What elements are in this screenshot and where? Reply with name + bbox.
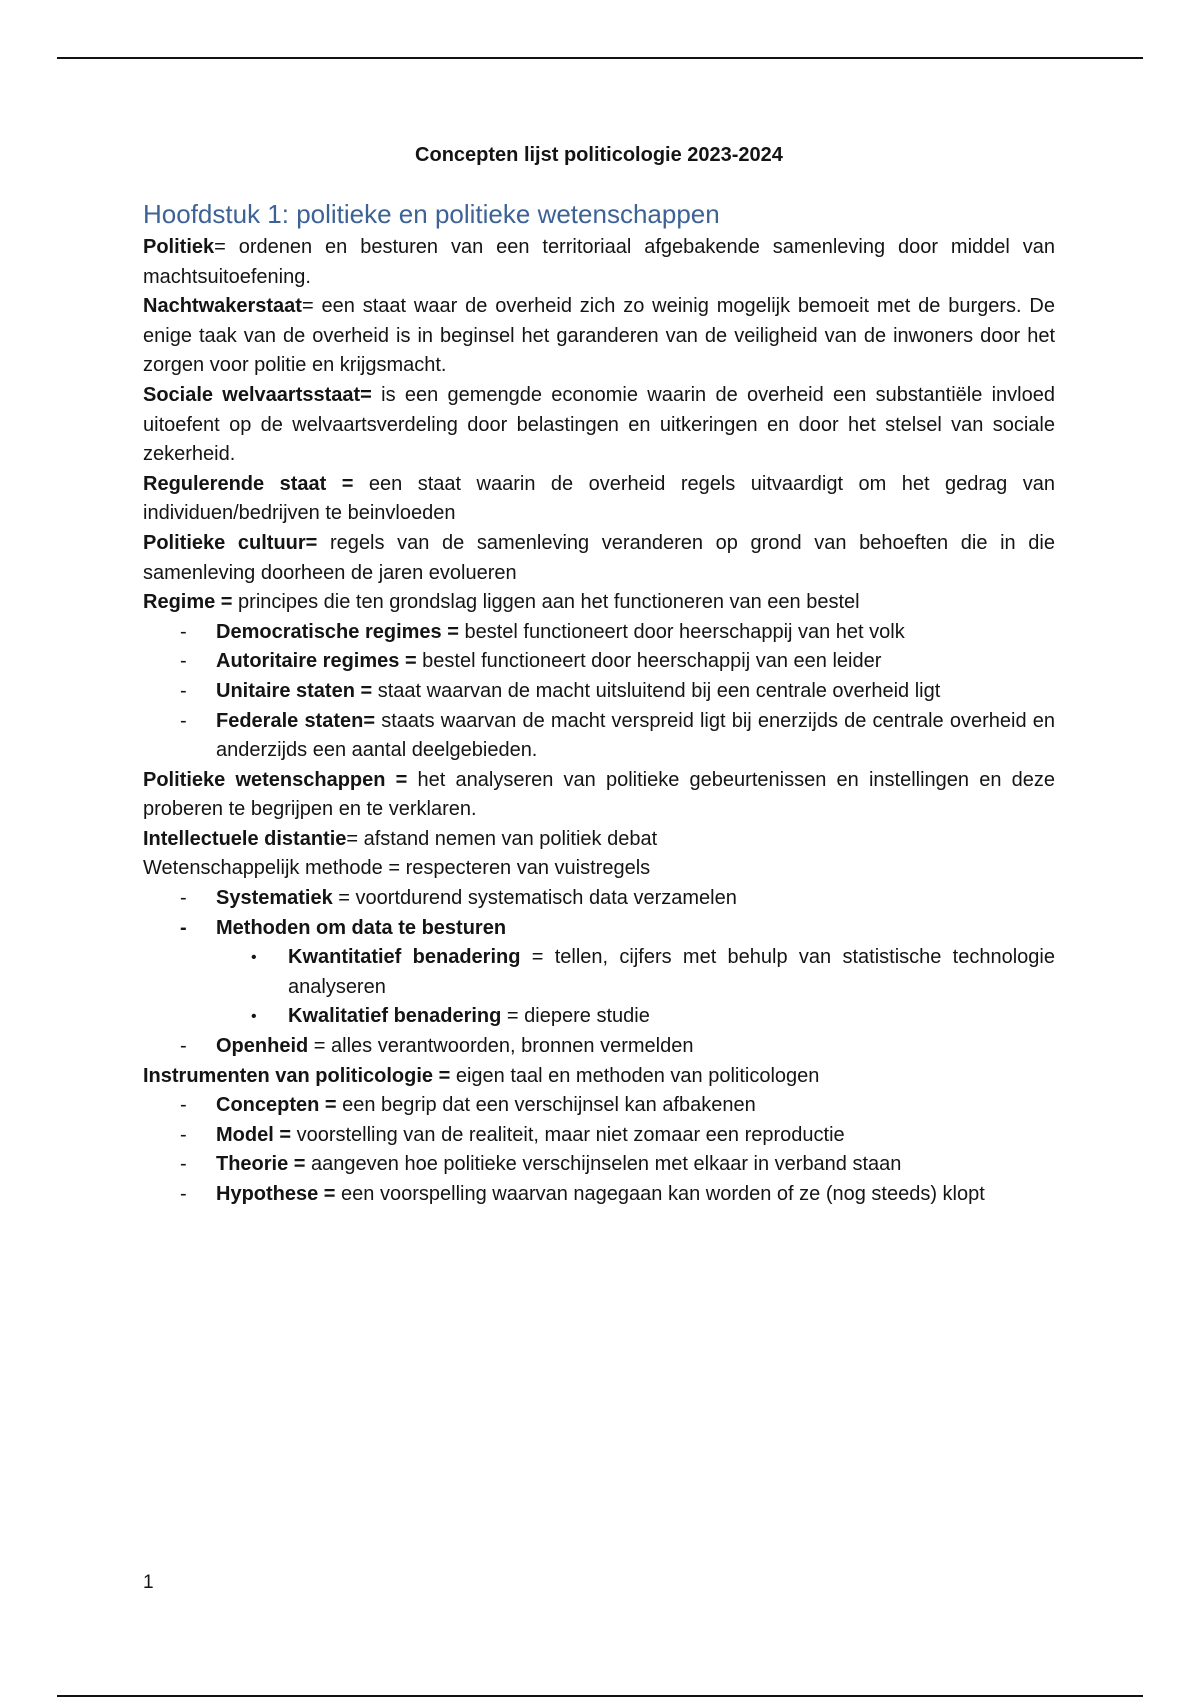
- entry-nachtwakerstaat: [143, 292, 1055, 381]
- term: Kwalitatief benadering: [288, 1005, 502, 1028]
- list-item-federale-staten: [143, 707, 1055, 766]
- list-item-unitaire-staten: [143, 677, 1055, 707]
- list-item-systematiek: [143, 884, 1055, 914]
- document-title: Concepten lijst politicologie 2023-2024: [415, 144, 783, 166]
- term: Sociale welvaartsstaat=: [143, 383, 372, 406]
- term: Systematiek: [216, 887, 333, 910]
- entry-regulerende-staat: [143, 470, 1055, 529]
- term: Openheid: [216, 1035, 309, 1058]
- definition: = afstand nemen van politiek debat: [346, 827, 658, 850]
- dash-marker: -: [180, 1094, 187, 1117]
- definition: is een gemengde economie waarin de overheid een substantiële invloed uitoefent op de welvaartsverdeling door belastingen en uitkeringen en door het stelsel van sociale zekerheid.: [143, 383, 1055, 466]
- definition: bestel functioneert door heerschappij van een leider: [416, 650, 882, 673]
- dash-marker: -: [180, 709, 187, 732]
- definition: = tellen, cijfers met behulp van statistische technologie analyseren: [288, 946, 1055, 998]
- document-page: [143, 140, 1055, 1210]
- dash-marker: -: [180, 1123, 187, 1146]
- chapter-heading: Hoofdstuk 1: politieke en politieke wetenschappen: [143, 199, 720, 229]
- term: Unitaire staten =: [216, 679, 373, 702]
- entry-welvaartsstaat: [143, 381, 1055, 470]
- entry-politieke-cultuur: [143, 529, 1055, 588]
- dash-marker: -: [180, 1183, 187, 1205]
- definition: = alles verantwoorden, bronnen vermelden: [308, 1035, 694, 1058]
- entry-politieke-wetenschappen: [143, 766, 1055, 825]
- list-item-kwantitatief: [143, 943, 1055, 1002]
- term: Theorie =: [216, 1153, 306, 1176]
- top-rule: [57, 57, 1143, 59]
- list-item-theorie: [143, 1150, 1055, 1180]
- term: Federale staten=: [216, 709, 376, 732]
- definition: een begrip dat een verschijnsel kan afbakenen: [336, 1094, 756, 1117]
- definition: = ordenen en besturen van een territoriaal afgebakende samenleving door middel van machtsuitoefening.: [143, 236, 1055, 288]
- definition: een voorspelling waarvan nagegaan kan worden of ze (nog steeds) klopt: [335, 1183, 985, 1205]
- definition: = diepere studie: [501, 1005, 650, 1028]
- dash-marker: -: [180, 620, 187, 643]
- term: Regulerende staat =: [143, 472, 354, 495]
- definition: = een staat waar de overheid zich zo weinig mogelijk bemoeit met de burgers. De enige taak van de overheid is in beginsel het garanderen van de veiligheid van de inwoners door het zorgen voor politie en krijgsmacht.: [143, 295, 1055, 377]
- definition: staat waarvan de macht uitsluitend bij een centrale overheid ligt: [372, 679, 941, 702]
- term: Regime =: [143, 591, 233, 614]
- term: Democratische regimes =: [216, 620, 459, 643]
- entry-instrumenten: [143, 1062, 1055, 1092]
- list-item-hypothese: [143, 1180, 1055, 1210]
- bullet-marker: •: [251, 1008, 257, 1026]
- list-item-openheid: [143, 1032, 1055, 1062]
- definition: het analyseren van politieke gebeurtenissen en instellingen en deze proberen te begrijpen en te verklaren.: [143, 768, 1055, 821]
- dash-marker: -: [180, 650, 187, 673]
- entry-wetenschappelijk-methode: Wetenschappelijk methode = respecteren van vuistregels: [143, 857, 651, 880]
- definition: voorstelling van de realiteit, maar niet zomaar een reproductie: [291, 1123, 845, 1146]
- term: Politieke cultuur=: [143, 531, 318, 554]
- page-number: 1: [143, 1572, 154, 1593]
- list-item-autoritaire-regimes: [143, 647, 1055, 677]
- entry-politiek: [143, 233, 1055, 292]
- dash-marker: -: [180, 679, 187, 702]
- list-item-democratische-regimes: [143, 618, 1055, 648]
- list-item-concepten: [143, 1091, 1055, 1121]
- term: Intellectuele distantie: [143, 827, 347, 850]
- list-item-methoden: [143, 914, 1055, 944]
- term: Hypothese =: [216, 1183, 336, 1205]
- list-item-kwalitatief: [143, 1002, 1055, 1032]
- dash-marker: -: [180, 887, 187, 910]
- term: Model =: [216, 1123, 292, 1146]
- bullet-marker: •: [251, 949, 257, 967]
- term: Autoritaire regimes =: [216, 650, 417, 673]
- term: Nachtwakerstaat: [143, 295, 302, 318]
- definition: principes die ten grondslag liggen aan het functioneren van een bestel: [232, 591, 860, 614]
- definition: eigen taal en methoden van politicologen: [450, 1064, 820, 1087]
- dash-marker: -: [180, 916, 187, 939]
- list-item-model: [143, 1121, 1055, 1151]
- definition: bestel functioneert door heerschappij van het volk: [458, 620, 905, 643]
- definition: een staat waarin de overheid regels uitvaardigt om het gedrag van individuen/bedrijven te beinvloeden: [143, 472, 1055, 525]
- dash-marker: -: [180, 1035, 187, 1058]
- definition: regels van de samenleving veranderen op grond van behoeften die in die samenleving doorheen de jaren evolueren: [143, 531, 1056, 584]
- term: Methoden om data te besturen: [216, 916, 507, 939]
- term: Politiek: [143, 236, 215, 258]
- term: Instrumenten van politicologie =: [143, 1064, 451, 1087]
- bottom-rule: [57, 1695, 1143, 1697]
- definition: = voortdurend systematisch data verzamelen: [332, 887, 737, 910]
- term: Concepten =: [216, 1094, 337, 1117]
- definition: staats waarvan de macht verspreid ligt bij enerzijds de centrale overheid en anderzijds een aantal deelgebieden.: [216, 709, 1055, 762]
- definition: aangeven hoe politieke verschijnselen met elkaar in verband staan: [305, 1153, 902, 1176]
- entry-regime: [143, 588, 1055, 618]
- entry-intellectuele-distantie: [143, 825, 1055, 855]
- dash-marker: -: [180, 1153, 187, 1176]
- term: Kwantitatief benadering: [288, 946, 521, 969]
- term: Politieke wetenschappen =: [143, 768, 408, 791]
